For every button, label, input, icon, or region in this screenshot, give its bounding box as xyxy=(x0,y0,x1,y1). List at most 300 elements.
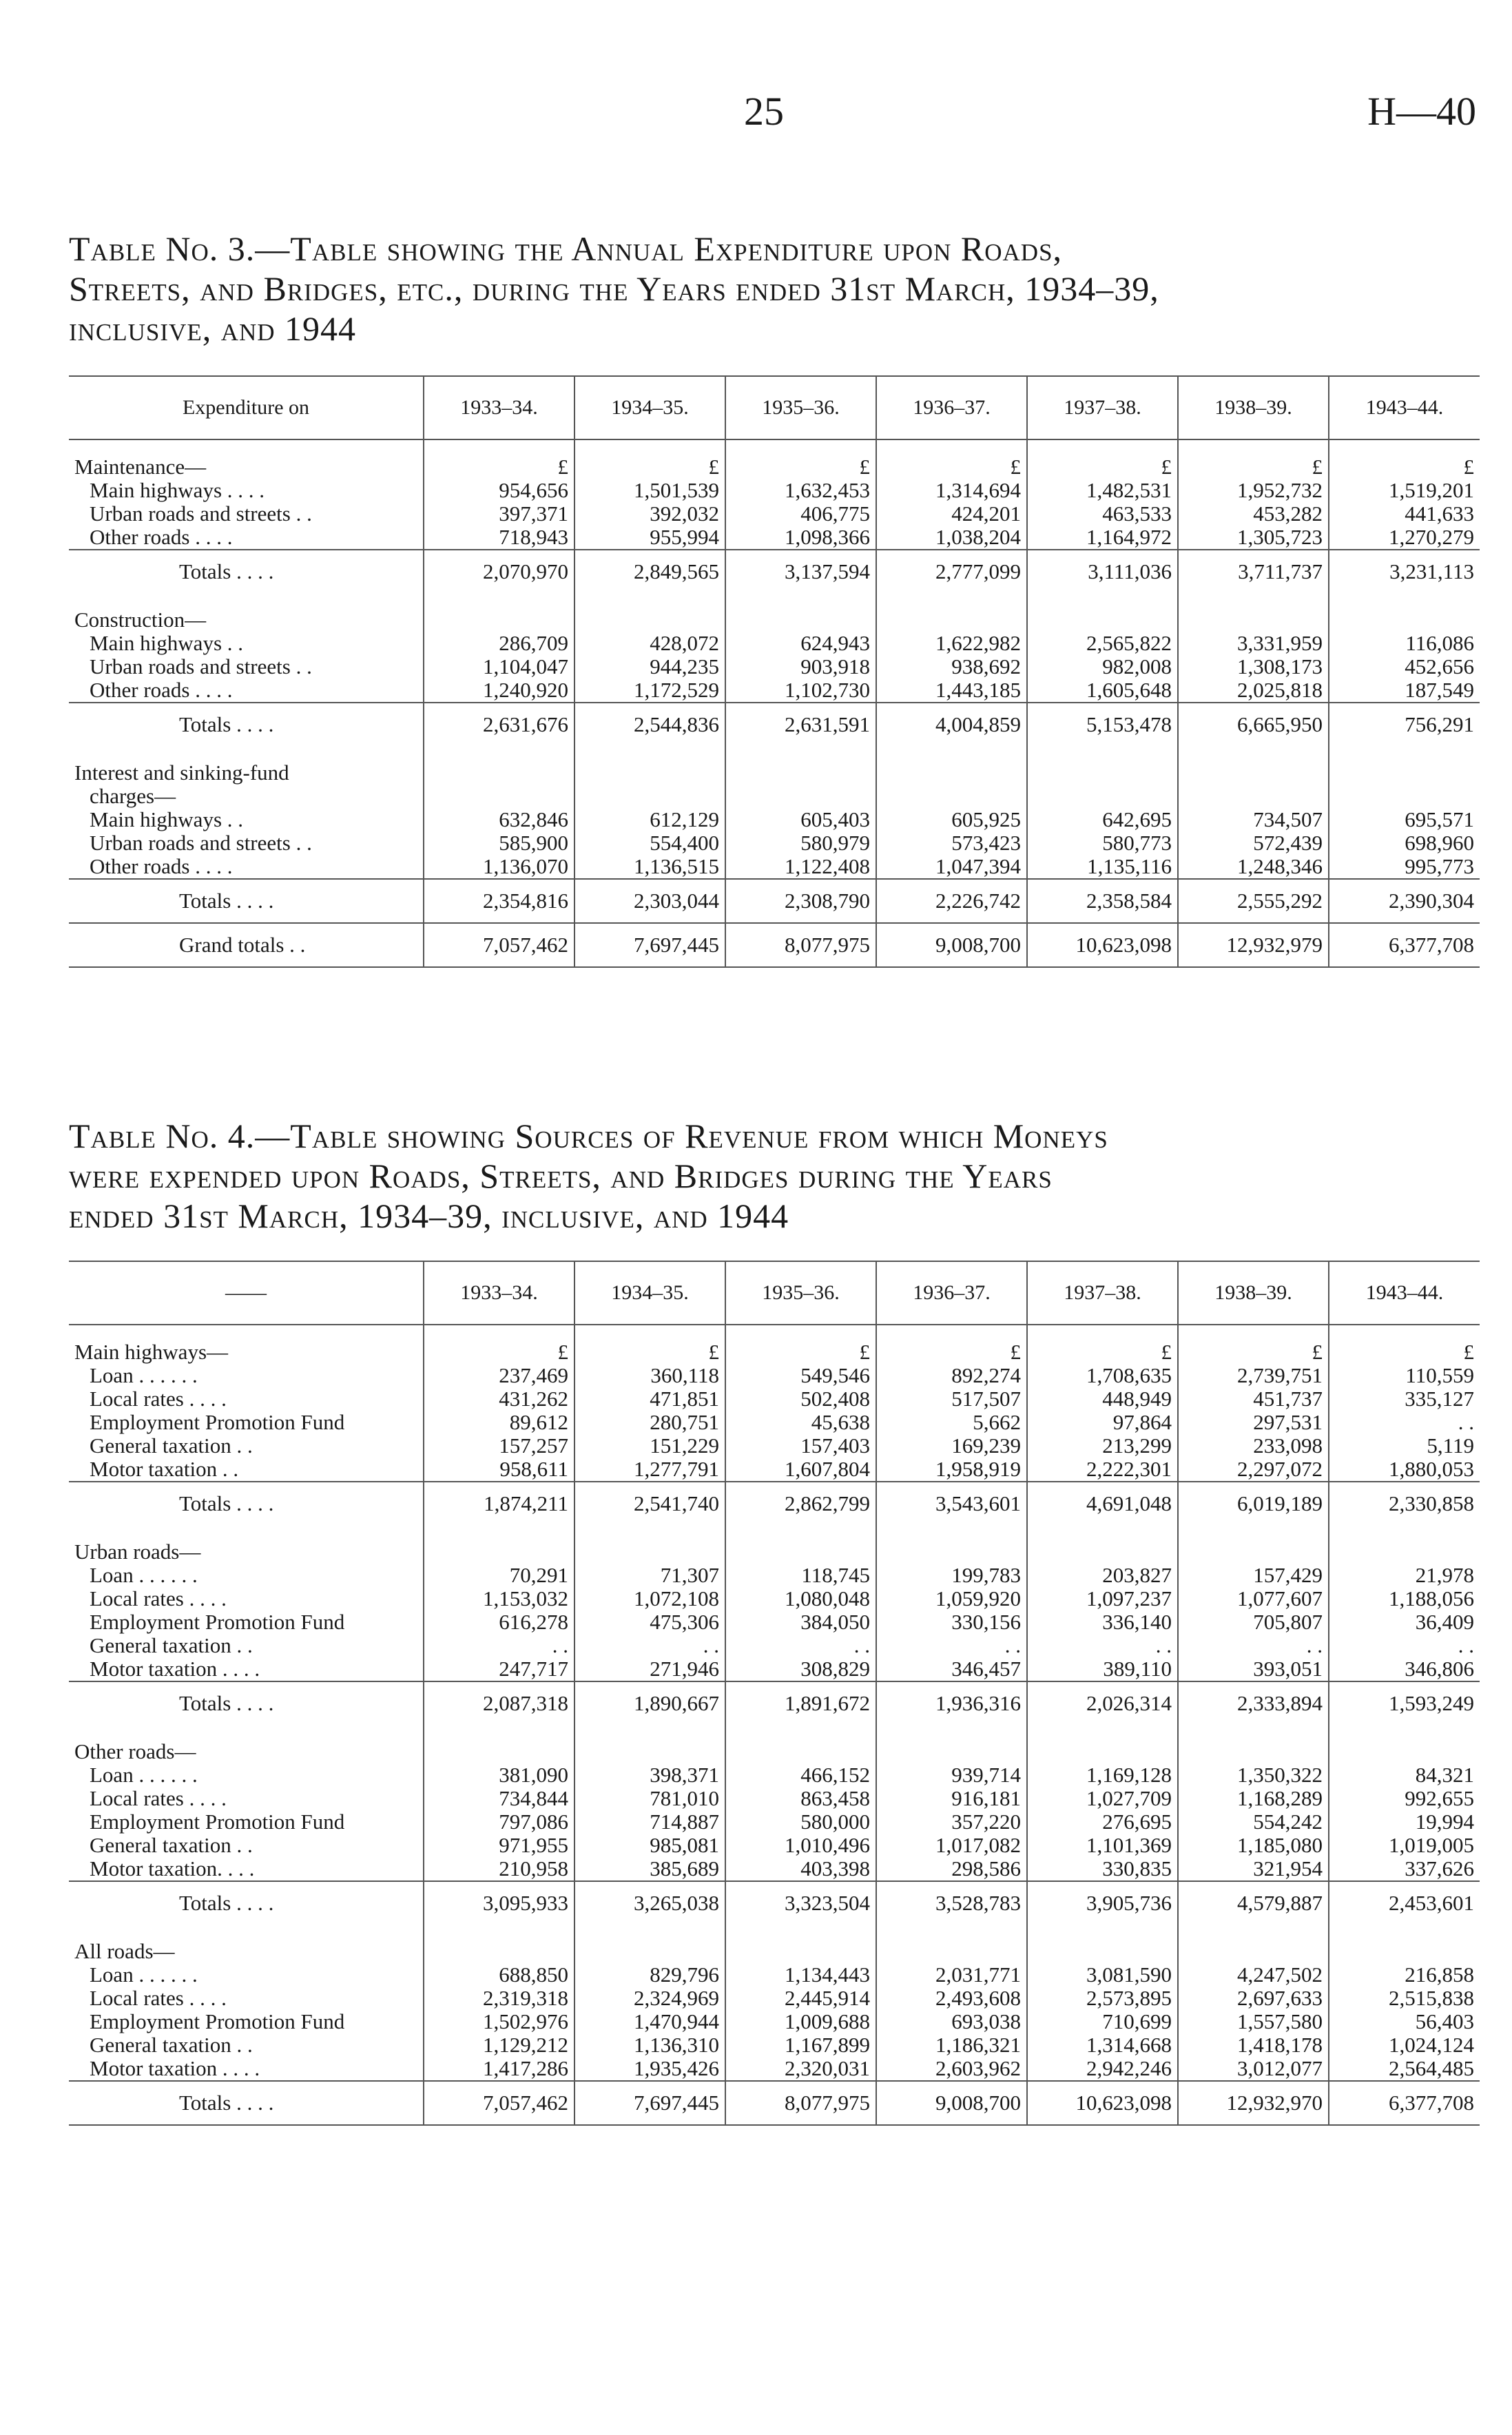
value-cell: 1,136,310 xyxy=(574,2033,725,2057)
value-cell: 2,324,969 xyxy=(574,1987,725,2010)
spacer-cell xyxy=(876,1525,1027,1540)
value-cell: 549,546 xyxy=(725,1364,876,1387)
value-cell: 573,423 xyxy=(876,831,1027,855)
spacer-cell xyxy=(69,1925,424,1940)
blank-cell xyxy=(424,761,574,785)
spacer-cell xyxy=(424,1325,574,1340)
row-label: Local rates . . . . xyxy=(90,1387,227,1411)
value-cell: 19,994 xyxy=(1329,1810,1480,1834)
blank-cell xyxy=(725,608,876,632)
spacer-cell xyxy=(1329,439,1480,455)
value-cell: 330,156 xyxy=(876,1610,1027,1634)
value-cell: 3,012,077 xyxy=(1178,2057,1329,2081)
table4-title-line2: were expended upon Roads, Streets, and Bridges during the Years xyxy=(69,1157,1053,1195)
value-cell: 1,519,201 xyxy=(1329,479,1480,502)
value-cell: 2,025,818 xyxy=(1178,678,1329,703)
row-label: General taxation . . xyxy=(90,1634,253,1657)
total-cell: 3,231,113 xyxy=(1329,550,1480,593)
value-cell: 781,010 xyxy=(574,1787,725,1810)
value-cell: 428,072 xyxy=(574,632,725,655)
value-cell: 1,010,496 xyxy=(725,1834,876,1857)
value-cell: 1,135,116 xyxy=(1027,855,1178,879)
blank-cell xyxy=(1329,785,1480,808)
blank-cell xyxy=(1178,608,1329,632)
total-cell: 4,004,859 xyxy=(876,703,1027,746)
value-cell: 1,880,053 xyxy=(1329,1458,1480,1482)
spacer-cell xyxy=(574,746,725,761)
row-label: Urban roads and streets . . xyxy=(90,831,312,855)
value-cell: 642,695 xyxy=(1027,808,1178,831)
row-label: Motor taxation . . . . xyxy=(90,1657,260,1681)
value-cell: 1,059,920 xyxy=(876,1587,1027,1610)
value-cell: 346,806 xyxy=(1329,1657,1480,1681)
value-cell: 393,051 xyxy=(1178,1657,1329,1681)
blank-cell xyxy=(424,1940,574,1963)
table-row xyxy=(69,808,1480,831)
total-cell: 1,936,316 xyxy=(876,1681,1027,1725)
value-cell: 1,314,694 xyxy=(876,479,1027,502)
total-cell: 4,579,887 xyxy=(1178,1881,1329,1925)
value-cell: 554,400 xyxy=(574,831,725,855)
row-label: Local rates . . . . xyxy=(90,1587,227,1610)
section-heading: All roads— xyxy=(74,1940,175,1963)
value-cell: 572,439 xyxy=(1178,831,1329,855)
value-cell: 1,607,804 xyxy=(725,1458,876,1482)
table4-title-line1: Table No. 4.—Table showing Sources of Revenue from which Moneys xyxy=(69,1117,1108,1155)
row-label: General taxation . . xyxy=(90,2033,253,2057)
value-cell: 710,699 xyxy=(1027,2010,1178,2033)
spacer-cell xyxy=(69,1525,424,1540)
value-cell: . . xyxy=(1027,1634,1178,1657)
value-cell: 169,239 xyxy=(876,1434,1027,1458)
value-cell: 216,858 xyxy=(1329,1963,1480,1987)
value-cell: 1,080,048 xyxy=(725,1587,876,1610)
value-cell: 1,047,394 xyxy=(876,855,1027,879)
table4-year-header: 1933–34. xyxy=(424,1261,574,1325)
value-cell: . . xyxy=(1178,1634,1329,1657)
spacer-cell xyxy=(69,1325,424,1340)
total-cell: 2,631,591 xyxy=(725,703,876,746)
grand-totals-label: Grand totals . . xyxy=(69,923,424,967)
currency-symbol: £ xyxy=(574,1340,725,1364)
blank-cell xyxy=(574,1540,725,1564)
table4-year-header: 1936–37. xyxy=(876,1261,1027,1325)
blank-cell xyxy=(1329,1940,1480,1963)
value-cell: 1,038,204 xyxy=(876,526,1027,550)
value-cell: 297,531 xyxy=(1178,1411,1329,1434)
total-cell: 3,323,504 xyxy=(725,1881,876,1925)
blank-cell xyxy=(1027,761,1178,785)
value-cell: 1,009,688 xyxy=(725,2010,876,2033)
row-label: Employment Promotion Fund xyxy=(90,2010,345,2033)
spacer-cell xyxy=(725,746,876,761)
total-cell: 3,905,736 xyxy=(1027,1881,1178,1925)
value-cell: 1,622,982 xyxy=(876,632,1027,655)
blank-cell xyxy=(574,785,725,808)
value-cell: 392,032 xyxy=(574,502,725,526)
spacer-row xyxy=(69,1925,1480,1940)
value-cell: 958,611 xyxy=(424,1458,574,1482)
value-cell: 903,918 xyxy=(725,655,876,678)
spacer-cell xyxy=(1027,746,1178,761)
row-label: Motor taxation . . . . xyxy=(90,2057,260,2080)
grand-total-cell: 6,377,708 xyxy=(1329,923,1480,967)
value-cell: 157,257 xyxy=(424,1434,574,1458)
section-heading-row xyxy=(69,1740,1480,1763)
currency-symbol: £ xyxy=(1027,1340,1178,1364)
total-cell: 2,330,858 xyxy=(1329,1482,1480,1525)
value-cell: 276,695 xyxy=(1027,1810,1178,1834)
value-cell: 389,110 xyxy=(1027,1657,1178,1681)
value-cell: 1,017,082 xyxy=(876,1834,1027,1857)
total-cell: 3,543,601 xyxy=(876,1482,1027,1525)
value-cell: 151,229 xyxy=(574,1434,725,1458)
row-label: Employment Promotion Fund xyxy=(90,1411,345,1434)
value-cell: 1,350,322 xyxy=(1178,1763,1329,1787)
spacer-cell xyxy=(876,1325,1027,1340)
table-row xyxy=(69,1458,1480,1482)
value-cell: 517,507 xyxy=(876,1387,1027,1411)
value-cell: 2,565,822 xyxy=(1027,632,1178,655)
value-cell: 954,656 xyxy=(424,479,574,502)
value-cell: 939,714 xyxy=(876,1763,1027,1787)
spacer-cell xyxy=(1178,1725,1329,1740)
value-cell: 718,943 xyxy=(424,526,574,550)
value-cell: 971,955 xyxy=(424,1834,574,1857)
value-cell: 1,077,607 xyxy=(1178,1587,1329,1610)
value-cell: 1,102,730 xyxy=(725,678,876,703)
value-cell: 280,751 xyxy=(574,1411,725,1434)
blank-cell xyxy=(1027,785,1178,808)
value-cell: 157,429 xyxy=(1178,1564,1329,1587)
table3-year-header: 1933–34. xyxy=(424,376,574,439)
section-heading: Other roads— xyxy=(74,1740,196,1763)
blank-cell xyxy=(1027,608,1178,632)
value-cell: 330,835 xyxy=(1027,1857,1178,1881)
spacer-cell xyxy=(1329,593,1480,608)
spacer-cell xyxy=(725,1725,876,1740)
value-cell: 1,605,648 xyxy=(1027,678,1178,703)
total-cell: 12,932,970 xyxy=(1178,2081,1329,2125)
value-cell: 97,864 xyxy=(1027,1411,1178,1434)
blank-cell xyxy=(876,1940,1027,1963)
table4-revenue-sources xyxy=(69,1261,1480,2126)
row-label: Main highways . . xyxy=(90,808,244,831)
value-cell: 471,851 xyxy=(574,1387,725,1411)
value-cell: 693,038 xyxy=(876,2010,1027,2033)
value-cell: 1,470,944 xyxy=(574,2010,725,2033)
table-row xyxy=(69,1810,1480,1834)
table3-year-header: 1935–36. xyxy=(725,376,876,439)
blank-cell xyxy=(424,608,574,632)
spacer-row xyxy=(69,593,1480,608)
spacer-cell xyxy=(876,1925,1027,1940)
totals-row xyxy=(69,2081,1480,2125)
value-cell: 1,098,366 xyxy=(725,526,876,550)
table4-title-line3: ended 31st March, 1934–39, inclusive, and 1944 xyxy=(69,1196,789,1235)
spacer-row xyxy=(69,1525,1480,1540)
value-cell: 451,737 xyxy=(1178,1387,1329,1411)
total-cell: 2,541,740 xyxy=(574,1482,725,1525)
table-row xyxy=(69,855,1480,879)
value-cell: 714,887 xyxy=(574,1810,725,1834)
value-cell: 1,185,080 xyxy=(1178,1834,1329,1857)
total-cell: 7,057,462 xyxy=(424,2081,574,2125)
spacer-cell xyxy=(1329,1925,1480,1940)
row-label: Main highways . . xyxy=(90,632,244,655)
value-cell: 2,515,838 xyxy=(1329,1987,1480,2010)
value-cell: 448,949 xyxy=(1027,1387,1178,1411)
table3-expenditure xyxy=(69,375,1480,968)
value-cell: 632,846 xyxy=(424,808,574,831)
value-cell: 985,081 xyxy=(574,1834,725,1857)
spacer-cell xyxy=(1178,1525,1329,1540)
blank-cell xyxy=(424,785,574,808)
table-row xyxy=(69,1963,1480,1987)
table3-year-header: 1934–35. xyxy=(574,376,725,439)
spacer-cell xyxy=(1329,1725,1480,1740)
value-cell: 1,240,920 xyxy=(424,678,574,703)
table-row xyxy=(69,1834,1480,1857)
currency-symbol: £ xyxy=(1027,455,1178,479)
currency-symbol: £ xyxy=(1329,455,1480,479)
currency-symbol: £ xyxy=(725,455,876,479)
totals-label: Totals . . . . xyxy=(69,879,424,923)
table-row xyxy=(69,655,1480,678)
spacer-cell xyxy=(876,1725,1027,1740)
section-heading: Urban roads— xyxy=(74,1540,201,1564)
value-cell: 1,019,005 xyxy=(1329,1834,1480,1857)
row-label: Other roads . . . . xyxy=(90,526,233,549)
value-cell: 1,958,919 xyxy=(876,1458,1027,1482)
spacer-cell xyxy=(69,439,424,455)
value-cell: 441,633 xyxy=(1329,502,1480,526)
value-cell: 734,507 xyxy=(1178,808,1329,831)
value-cell: 1,482,531 xyxy=(1027,479,1178,502)
spacer-cell xyxy=(1027,439,1178,455)
total-cell: 2,849,565 xyxy=(574,550,725,593)
blank-cell xyxy=(876,608,1027,632)
row-label: Urban roads and streets . . xyxy=(90,502,312,526)
blank-cell xyxy=(574,608,725,632)
table3-title-line2: Streets, and Bridges, etc., during the Years ended 31st March, 1934–39, xyxy=(69,269,1159,308)
value-cell: 210,958 xyxy=(424,1857,574,1881)
value-cell: 1,101,369 xyxy=(1027,1834,1178,1857)
value-cell: 580,979 xyxy=(725,831,876,855)
value-cell: 424,201 xyxy=(876,502,1027,526)
table4-title xyxy=(69,1116,1474,1236)
totals-row xyxy=(69,1482,1480,1525)
spacer-cell xyxy=(1027,593,1178,608)
spacer-cell xyxy=(876,593,1027,608)
totals-label: Totals . . . . xyxy=(69,1482,424,1525)
value-cell: 2,573,895 xyxy=(1027,1987,1178,2010)
row-label: Motor taxation . . xyxy=(90,1458,239,1481)
value-cell: 199,783 xyxy=(876,1564,1027,1587)
value-cell: 5,662 xyxy=(876,1411,1027,1434)
totals-label: Totals . . . . xyxy=(69,1681,424,1725)
spacer-cell xyxy=(1329,746,1480,761)
spacer-cell xyxy=(1178,746,1329,761)
value-cell: 1,632,453 xyxy=(725,479,876,502)
value-cell: 734,844 xyxy=(424,1787,574,1810)
value-cell: 237,469 xyxy=(424,1364,574,1387)
total-cell: 10,623,098 xyxy=(1027,2081,1178,2125)
spacer-cell xyxy=(424,1725,574,1740)
blank-cell xyxy=(574,1740,725,1763)
table4-year-header: 1943–44. xyxy=(1329,1261,1480,1325)
total-cell: 2,354,816 xyxy=(424,879,574,923)
value-cell: 233,098 xyxy=(1178,1434,1329,1458)
value-cell: 431,262 xyxy=(424,1387,574,1411)
value-cell: 695,571 xyxy=(1329,808,1480,831)
spacer-cell xyxy=(424,1925,574,1940)
totals-row xyxy=(69,550,1480,593)
value-cell: 1,136,515 xyxy=(574,855,725,879)
value-cell: 4,247,502 xyxy=(1178,1963,1329,1987)
blank-cell xyxy=(876,1740,1027,1763)
table-row xyxy=(69,1634,1480,1657)
section-heading: Interest and sinking-fund xyxy=(74,761,289,785)
total-cell: 6,665,950 xyxy=(1178,703,1329,746)
value-cell: 475,306 xyxy=(574,1610,725,1634)
value-cell: 1,277,791 xyxy=(574,1458,725,1482)
table-row xyxy=(69,1411,1480,1434)
value-cell: 1,188,056 xyxy=(1329,1587,1480,1610)
total-cell: 2,390,304 xyxy=(1329,879,1480,923)
spacer-cell xyxy=(876,746,1027,761)
value-cell: 2,031,771 xyxy=(876,1963,1027,1987)
value-cell: 992,655 xyxy=(1329,1787,1480,1810)
spacer-cell xyxy=(876,439,1027,455)
table3-header-label: Expenditure on xyxy=(69,376,424,439)
value-cell: 829,796 xyxy=(574,1963,725,1987)
table-row xyxy=(69,1610,1480,1634)
table-row xyxy=(69,1787,1480,1810)
value-cell: 247,717 xyxy=(424,1657,574,1681)
blank-cell xyxy=(1027,1740,1178,1763)
value-cell: 2,564,485 xyxy=(1329,2057,1480,2081)
blank-cell xyxy=(1329,1740,1480,1763)
section-heading-row xyxy=(69,1940,1480,1963)
table-row xyxy=(69,502,1480,526)
grand-total-cell: 9,008,700 xyxy=(876,923,1027,967)
value-cell: 2,697,633 xyxy=(1178,1987,1329,2010)
row-label: Loan . . . . . . xyxy=(90,1763,198,1787)
value-cell: 397,371 xyxy=(424,502,574,526)
table-row xyxy=(69,1987,1480,2010)
spacer-cell xyxy=(725,1325,876,1340)
total-cell: 1,890,667 xyxy=(574,1681,725,1725)
value-cell: 797,086 xyxy=(424,1810,574,1834)
value-cell: 2,297,072 xyxy=(1178,1458,1329,1482)
row-label: Loan . . . . . . xyxy=(90,1963,198,1987)
spacer-cell xyxy=(1178,593,1329,608)
total-cell: 1,891,672 xyxy=(725,1681,876,1725)
value-cell: 1,122,408 xyxy=(725,855,876,879)
value-cell: 1,308,173 xyxy=(1178,655,1329,678)
spacer-cell xyxy=(574,1525,725,1540)
value-cell: 1,952,732 xyxy=(1178,479,1329,502)
total-cell: 3,711,737 xyxy=(1178,550,1329,593)
spacer-cell xyxy=(725,1925,876,1940)
grand-total-cell: 10,623,098 xyxy=(1027,923,1178,967)
value-cell: 36,409 xyxy=(1329,1610,1480,1634)
value-cell: 298,586 xyxy=(876,1857,1027,1881)
grand-totals-row xyxy=(69,923,1480,967)
value-cell: 1,502,976 xyxy=(424,2010,574,2033)
spacer-cell xyxy=(574,439,725,455)
table3-title xyxy=(69,229,1474,349)
value-cell: 1,134,443 xyxy=(725,1963,876,1987)
section-heading-cont: charges— xyxy=(90,785,176,808)
table3-body xyxy=(69,439,1480,967)
value-cell: 1,935,426 xyxy=(574,2057,725,2081)
total-cell: 1,593,249 xyxy=(1329,1681,1480,1725)
blank-cell xyxy=(725,785,876,808)
value-cell: 554,242 xyxy=(1178,1810,1329,1834)
table-row xyxy=(69,1564,1480,1587)
value-cell: 1,186,321 xyxy=(876,2033,1027,2057)
blank-cell xyxy=(1027,1540,1178,1564)
value-cell: 337,626 xyxy=(1329,1857,1480,1881)
value-cell: 45,638 xyxy=(725,1411,876,1434)
value-cell: 3,081,590 xyxy=(1027,1963,1178,1987)
value-cell: 955,994 xyxy=(574,526,725,550)
value-cell: 3,331,959 xyxy=(1178,632,1329,655)
table-row xyxy=(69,1364,1480,1387)
table-row xyxy=(69,1434,1480,1458)
value-cell: 580,773 xyxy=(1027,831,1178,855)
total-cell: 2,862,799 xyxy=(725,1482,876,1525)
table3-year-header: 1937–38. xyxy=(1027,376,1178,439)
value-cell: 688,850 xyxy=(424,1963,574,1987)
total-cell: 3,528,783 xyxy=(876,1881,1027,1925)
spacer-cell xyxy=(424,746,574,761)
row-label: Other roads . . . . xyxy=(90,678,233,702)
value-cell: . . xyxy=(574,1634,725,1657)
blank-cell xyxy=(1027,1940,1178,1963)
value-cell: 70,291 xyxy=(424,1564,574,1587)
value-cell: 2,493,608 xyxy=(876,1987,1027,2010)
spacer-cell xyxy=(725,439,876,455)
value-cell: 5,119 xyxy=(1329,1434,1480,1458)
blank-cell xyxy=(424,1740,574,1763)
value-cell: 916,181 xyxy=(876,1787,1027,1810)
value-cell: 1,270,279 xyxy=(1329,526,1480,550)
currency-symbol: £ xyxy=(424,1340,574,1364)
total-cell: 2,358,584 xyxy=(1027,879,1178,923)
value-cell: 187,549 xyxy=(1329,678,1480,703)
value-cell: 1,169,128 xyxy=(1027,1763,1178,1787)
total-cell: 6,019,189 xyxy=(1178,1482,1329,1525)
table-row xyxy=(69,1387,1480,1411)
section-heading-row xyxy=(69,1340,1480,1364)
row-label: Urban roads and streets . . xyxy=(90,655,312,678)
currency-symbol: £ xyxy=(424,455,574,479)
value-cell: 585,900 xyxy=(424,831,574,855)
section-heading-row xyxy=(69,1540,1480,1564)
spacer-cell xyxy=(1178,1925,1329,1940)
value-cell: 384,050 xyxy=(725,1610,876,1634)
blank-cell xyxy=(725,1540,876,1564)
spacer-cell xyxy=(69,593,424,608)
currency-symbol: £ xyxy=(1178,455,1329,479)
value-cell: 385,689 xyxy=(574,1857,725,1881)
table-row xyxy=(69,678,1480,703)
blank-cell xyxy=(1178,1740,1329,1763)
value-cell: 1,097,237 xyxy=(1027,1587,1178,1610)
